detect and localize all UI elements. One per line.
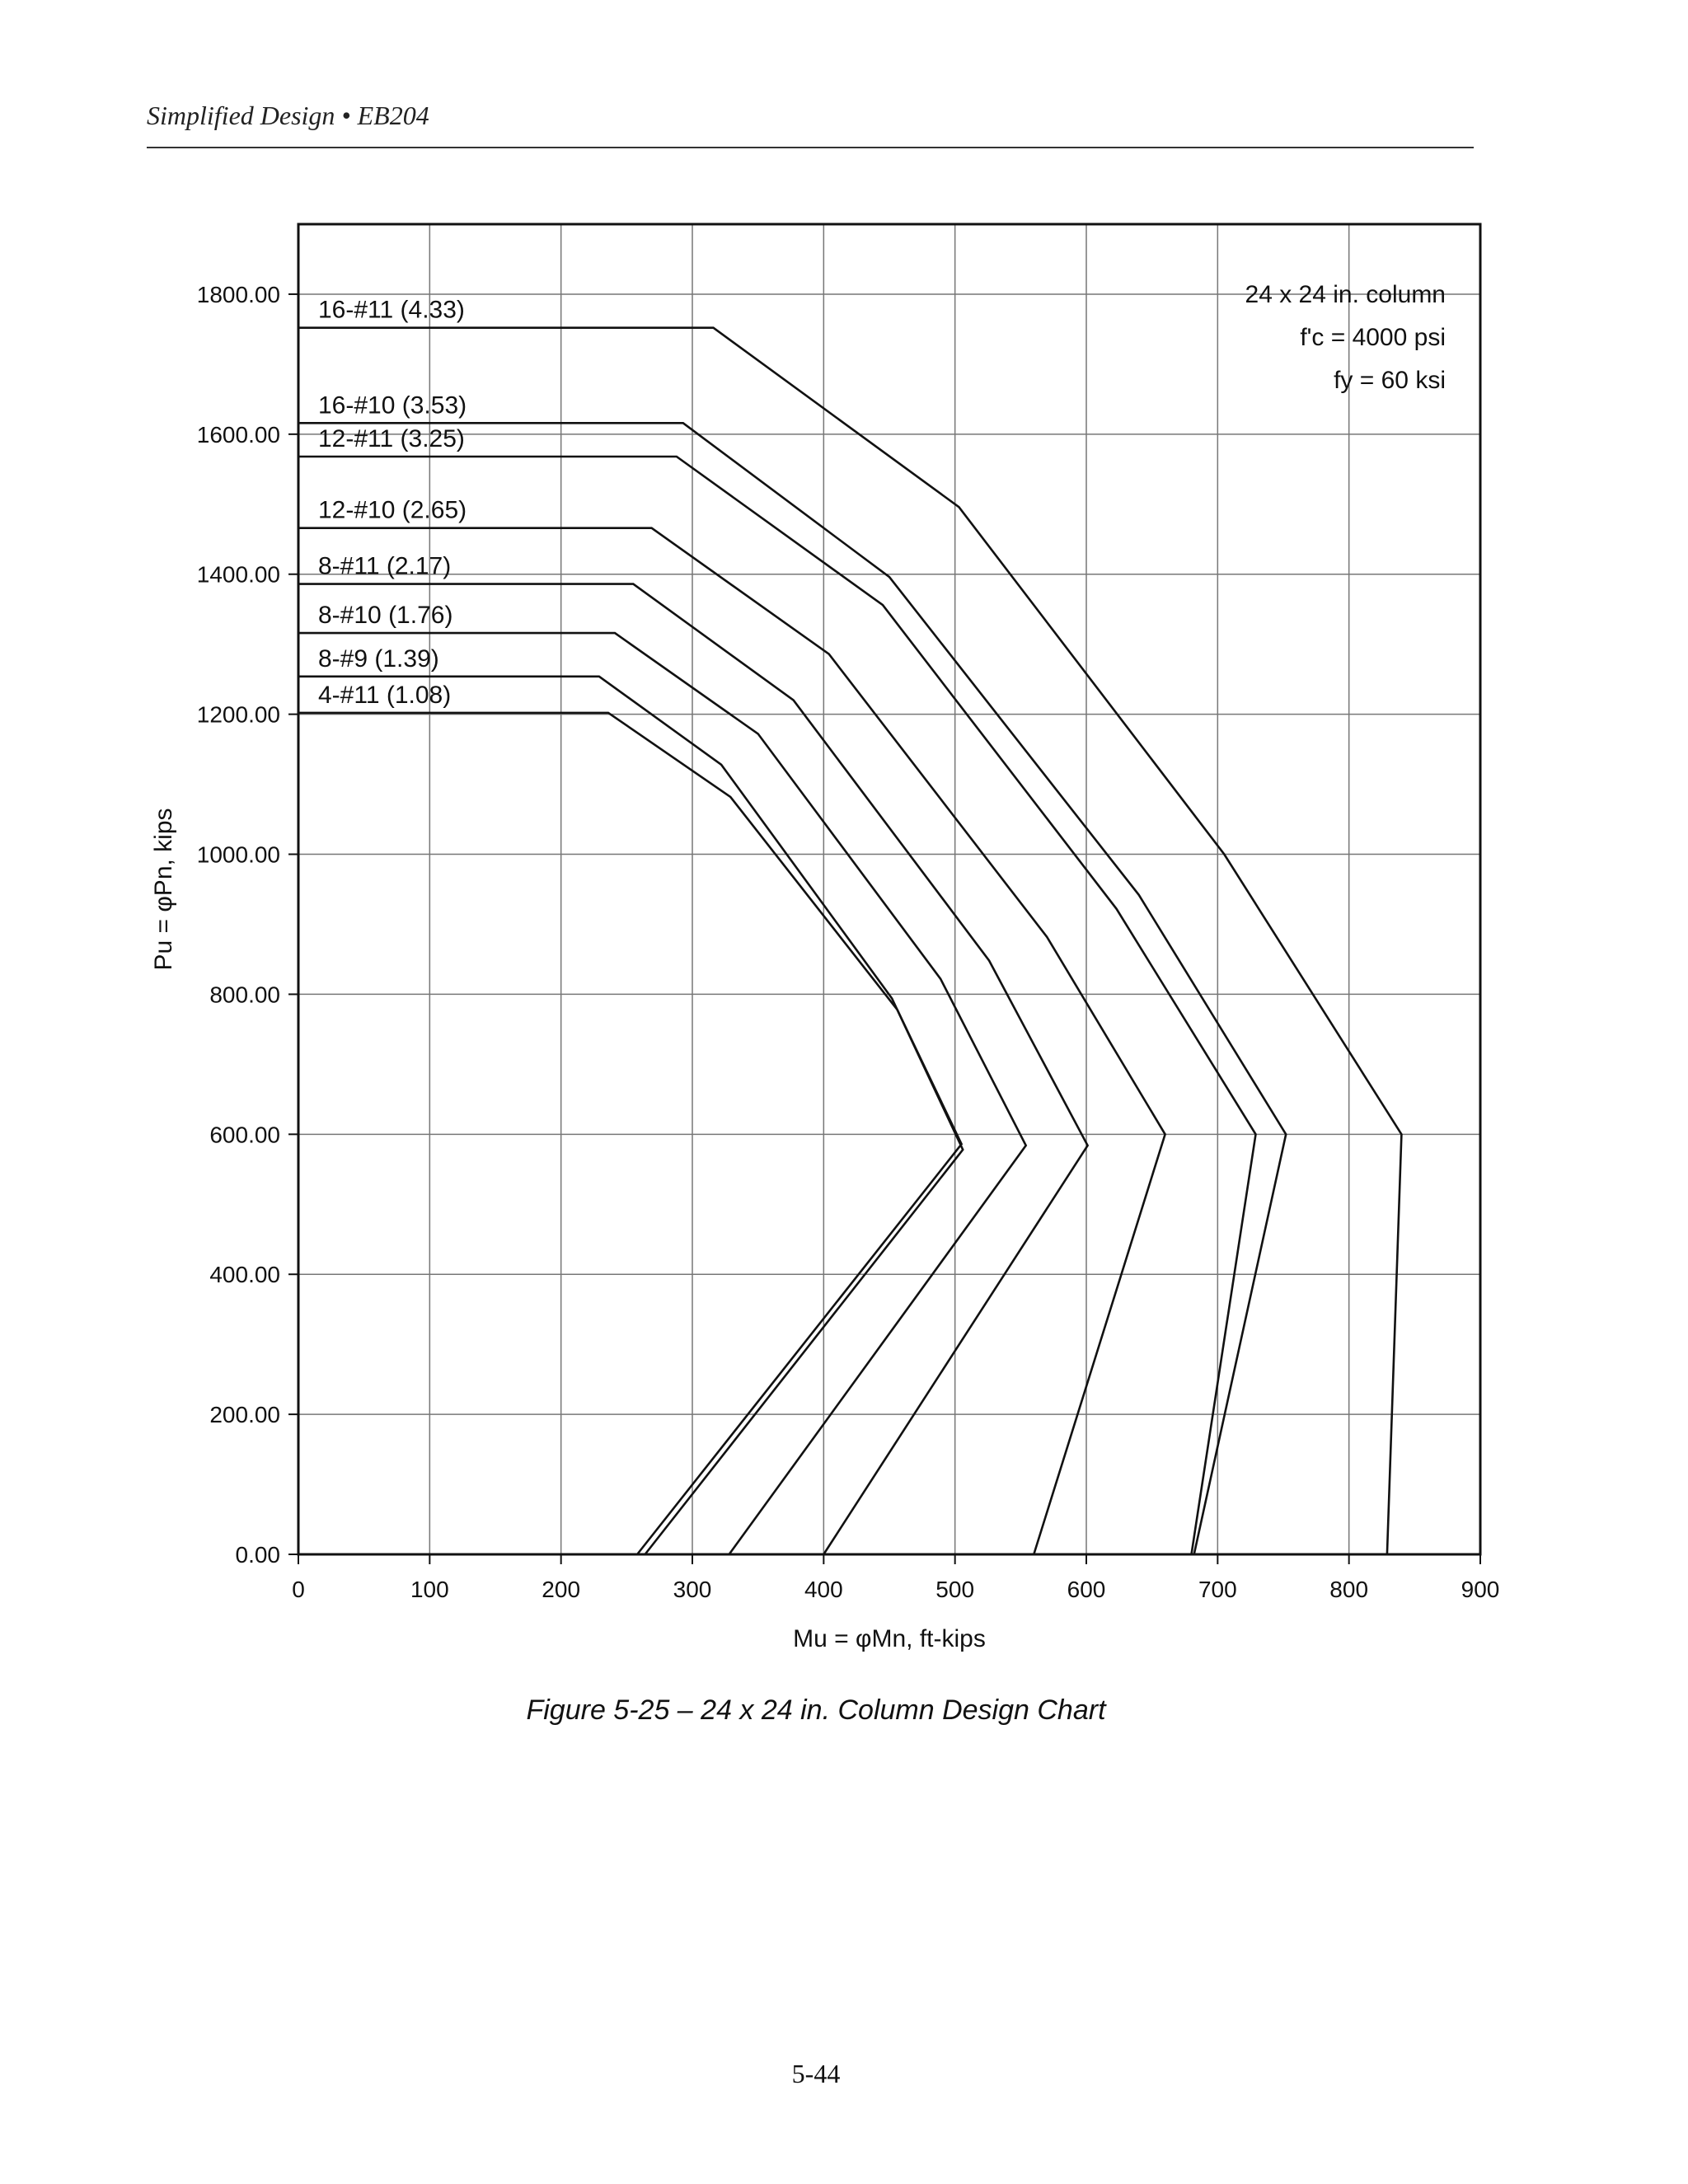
series-line xyxy=(298,423,1286,1554)
x-axis-title: Mu = φMn, ft-kips xyxy=(793,1625,986,1652)
x-tick-label: 700 xyxy=(1198,1577,1237,1602)
series-label: 8-#9 (1.39) xyxy=(318,644,439,673)
series-label: 8-#11 (2.17) xyxy=(318,552,452,580)
x-tick-label: 200 xyxy=(542,1577,581,1602)
y-tick-label: 200.00 xyxy=(209,1402,280,1428)
series-label: 16-#10 (3.53) xyxy=(318,391,467,419)
series-line xyxy=(298,633,1026,1554)
series-label: 16-#11 (4.33) xyxy=(318,296,465,324)
y-tick-label: 600.00 xyxy=(209,1122,280,1148)
y-tick-label: 400.00 xyxy=(209,1262,280,1288)
y-tick-label: 1400.00 xyxy=(196,561,280,588)
y-tick-label: 1000.00 xyxy=(196,841,280,868)
y-tick-label: 1600.00 xyxy=(196,421,280,448)
chart-note: fy = 60 ksi xyxy=(1334,366,1446,394)
x-tick-label: 300 xyxy=(673,1577,712,1602)
series-line xyxy=(298,713,962,1554)
chart-notes xyxy=(1245,281,1446,394)
y-tick-label: 1800.00 xyxy=(196,281,280,307)
series-label: 8-#10 (1.76) xyxy=(318,602,453,630)
x-tick-label: 600 xyxy=(1067,1577,1106,1602)
x-tick-label: 0 xyxy=(292,1577,305,1602)
x-tick-label: 800 xyxy=(1329,1577,1369,1602)
x-tick-label: 400 xyxy=(804,1577,843,1602)
y-tick-label: 800.00 xyxy=(209,982,280,1008)
y-tick-label: 1200.00 xyxy=(196,701,280,728)
series-label: 12-#10 (2.65) xyxy=(318,496,467,524)
series-line xyxy=(298,677,963,1554)
y-tick-label: 0.00 xyxy=(235,1542,280,1568)
axis-ticks xyxy=(197,282,1500,1602)
x-tick-label: 500 xyxy=(935,1577,975,1602)
chart-note: f'c = 4000 psi xyxy=(1300,323,1446,351)
series-label: 12-#11 (3.25) xyxy=(318,425,465,453)
x-tick-label: 900 xyxy=(1461,1577,1500,1602)
series-line xyxy=(298,584,1088,1554)
page-number: 5-44 xyxy=(791,2059,841,2088)
chart-series xyxy=(298,297,1401,1554)
y-axis-title: Pu = φPn, kips xyxy=(150,808,177,971)
running-header: Simplified Design • EB204 xyxy=(147,101,429,130)
x-tick-label: 100 xyxy=(410,1577,449,1602)
figure-caption: Figure 5-25 – 24 x 24 in. Column Design Chart xyxy=(526,1694,1106,1726)
series-label: 4-#11 (1.08) xyxy=(318,681,452,709)
chart-note: 24 x 24 in. column xyxy=(1245,280,1446,308)
